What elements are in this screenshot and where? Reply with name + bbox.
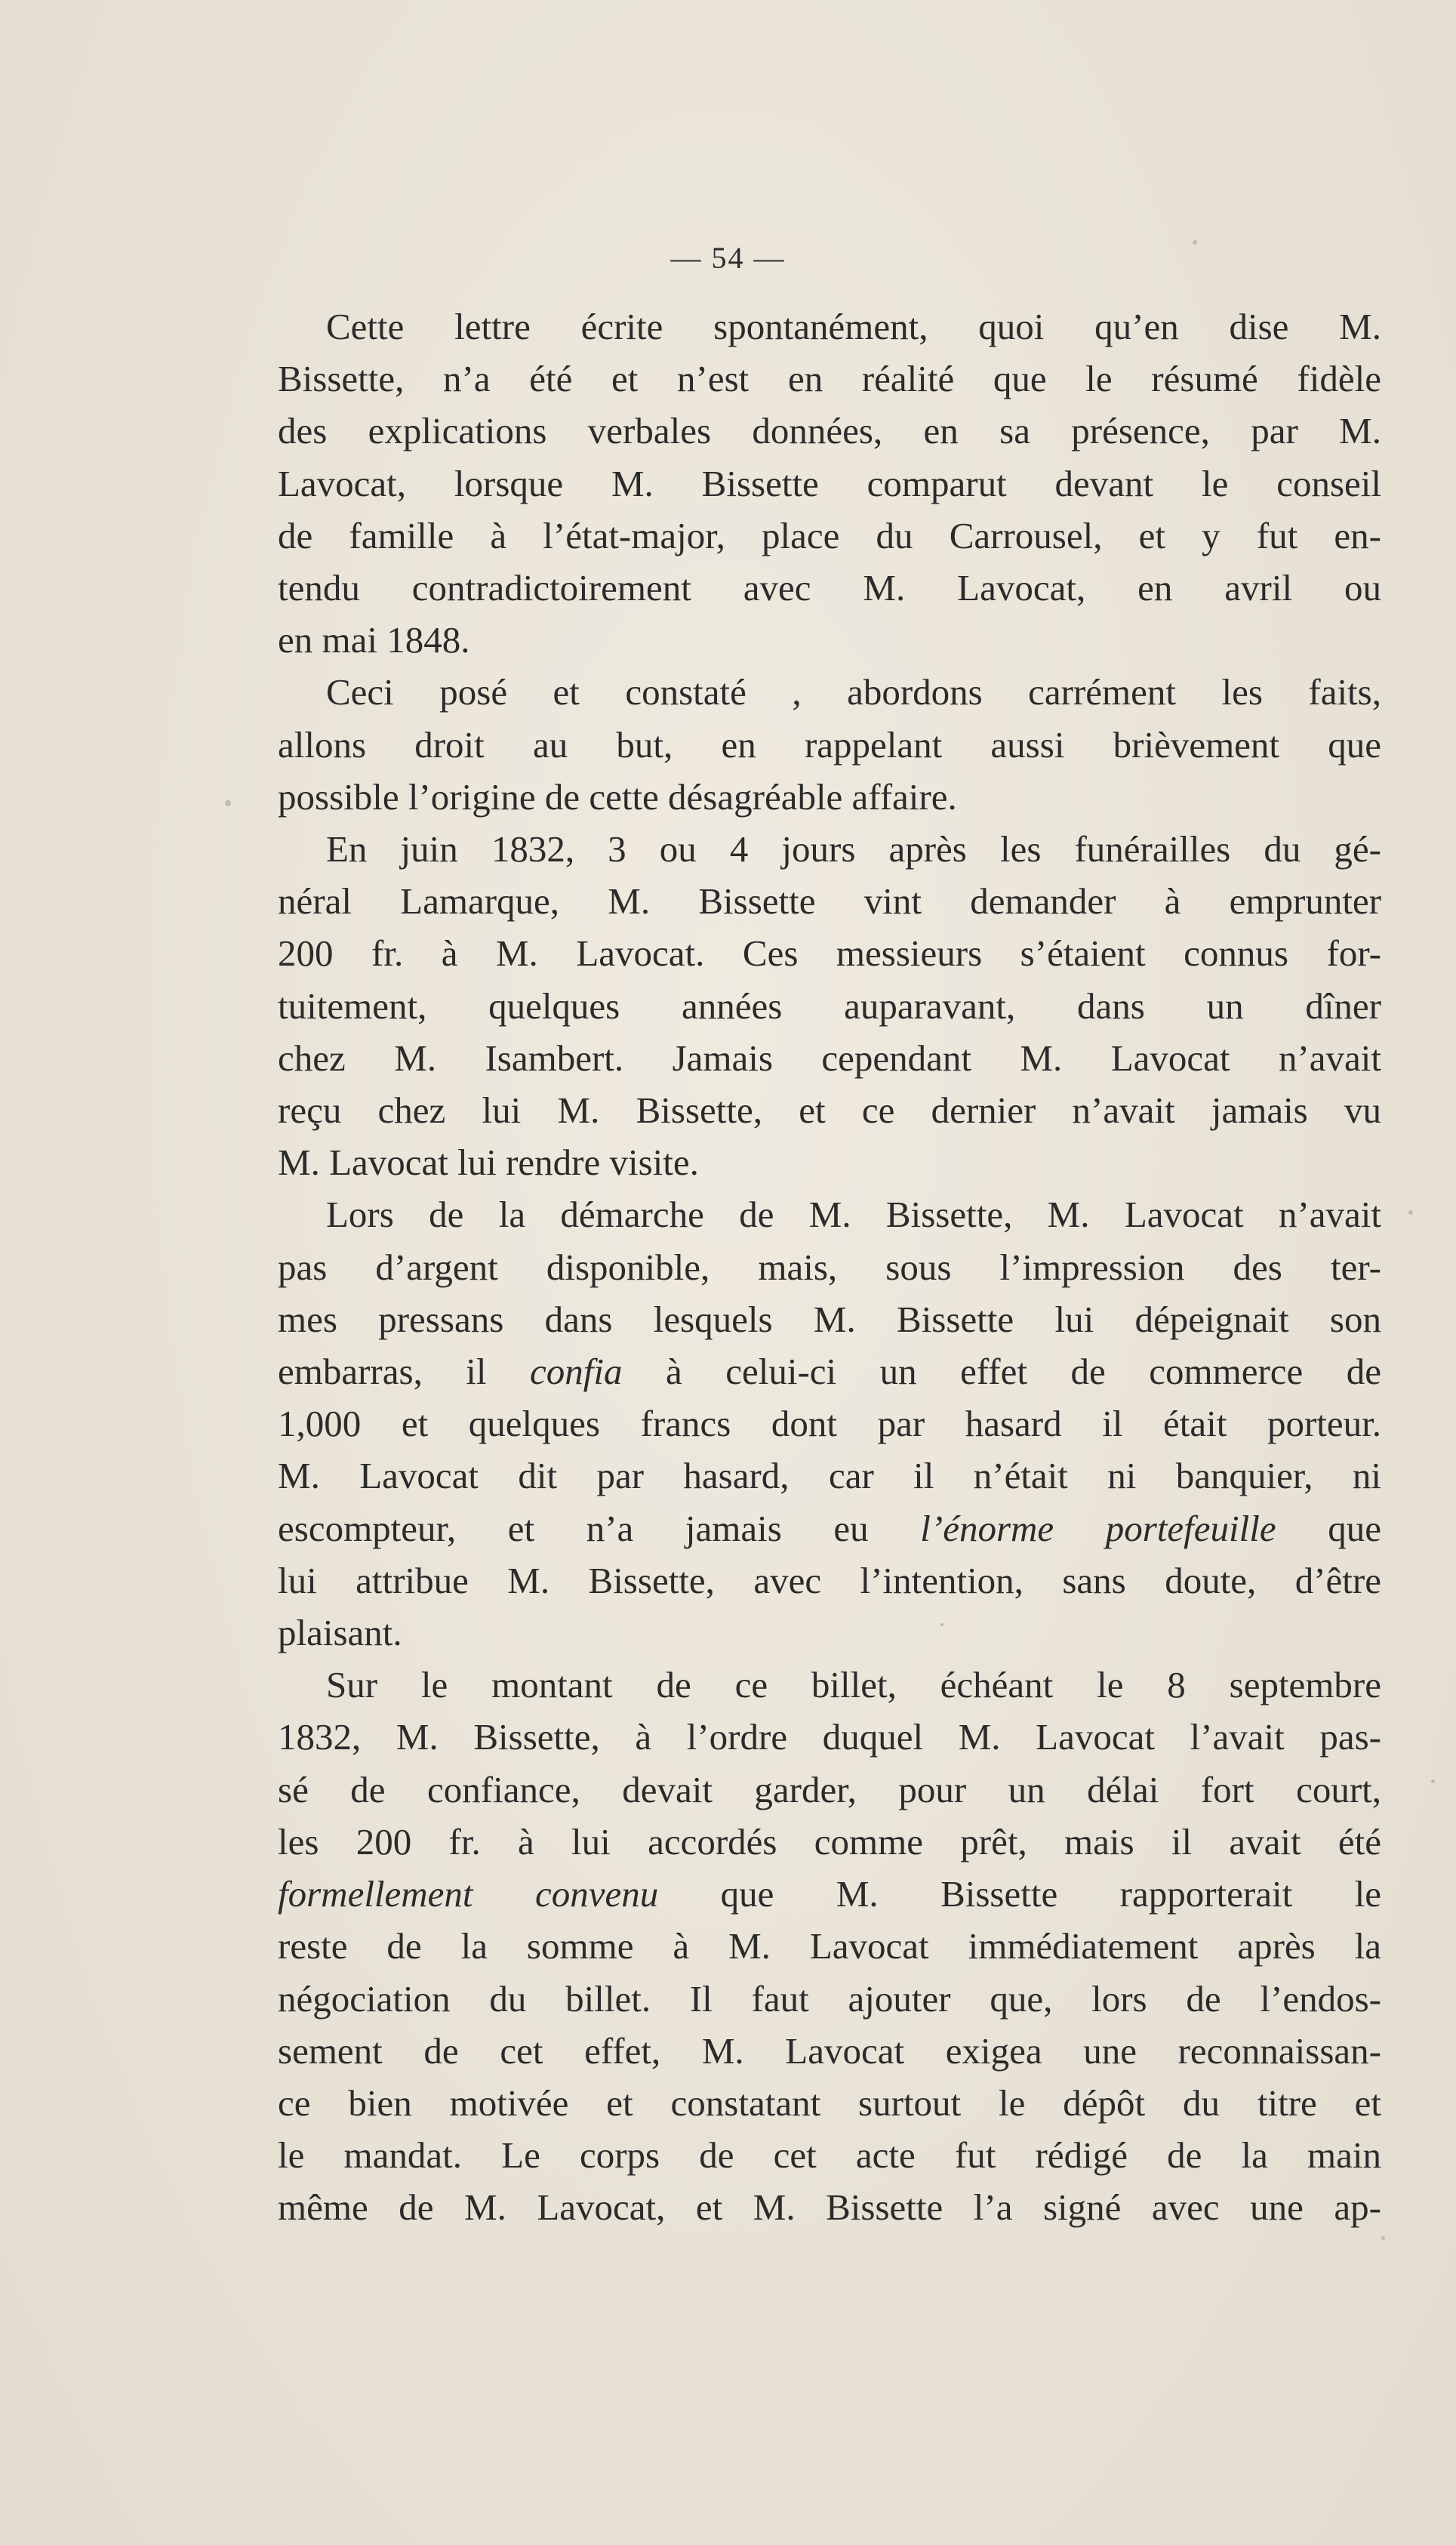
italic-phrase: confia	[530, 1351, 623, 1393]
text-line: allons droit au but, en rappelant aussi brièvement que	[278, 723, 1381, 766]
text-line: néral Lamarque, M. Bissette vint demander à emprunter	[278, 880, 1381, 923]
text-line: 200 fr. à M. Lavocat. Ces messieurs s’étaient connus for-	[278, 932, 1381, 975]
text-line: tuitement, quelques années auparavant, dans un dîner	[278, 984, 1381, 1027]
text-line: sement de cet effet, M. Lavocat exigea une reconnaissan-	[278, 2029, 1381, 2072]
text-line: M. Lavocat lui rendre visite.	[278, 1142, 699, 1184]
text-line: Cette lettre écrite spontanément, quoi qu’en dise M.	[326, 306, 1381, 347]
text-line: le mandat. Le corps de cet acte fut rédigé de la main	[278, 2134, 1381, 2177]
text-line: tendu contradictoirement avec M. Lavocat, en avril ou	[278, 567, 1381, 609]
text-line: embarras, il confia à celui-ci un effet de commerce de	[278, 1351, 1381, 1393]
text-line: lui attribue M. Bissette, avec l’intention, sans doute, d’être	[278, 1559, 1381, 1601]
text-line: M. Lavocat dit par hasard, car il n’était ni banquier, ni	[278, 1455, 1381, 1497]
paper-speck	[1381, 2236, 1385, 2240]
paper-speck	[940, 1623, 943, 1626]
text-line: reste de la somme à M. Lavocat immédiatement après la	[278, 1925, 1381, 1967]
text-line: 1832, M. Bissette, à l’ordre duquel M. Lavocat l’avait pas-	[278, 1716, 1381, 1758]
text-line: En juin 1832, 3 ou 4 jours après les funérailles du gé-	[326, 828, 1381, 870]
text-line: mes pressans dans lesquels M. Bissette lui dépeignait son	[278, 1298, 1381, 1340]
text-line: les 200 fr. à lui accordés comme prêt, mais il avait été	[278, 1820, 1381, 1863]
paper-speck	[1193, 240, 1197, 245]
italic-phrase: formellement convenu	[278, 1873, 659, 1915]
text-line: possible l’origine de cette désagréable affaire.	[278, 775, 957, 818]
text-line: des explications verbales données, en sa présence, par M.	[278, 410, 1381, 452]
text-line: Ceci posé et constaté , abordons carrément les faits,	[326, 671, 1381, 713]
italic-phrase: l’énorme portefeuille	[920, 1507, 1276, 1549]
paragraph-2	[278, 666, 1381, 823]
paragraph-3	[278, 823, 1381, 1188]
text-line: chez M. Isambert. Jamais cependant M. Lavocat n’avait	[278, 1037, 1381, 1079]
text-line: plaisant.	[278, 1612, 402, 1654]
paper-speck	[225, 800, 231, 806]
paragraph-5	[278, 1659, 1381, 2233]
text-line: même de M. Lavocat, et M. Bissette l’a signé avec une ap-	[278, 2186, 1381, 2229]
text-line: ce bien motivée et constatant surtout le dépôt du titre et	[278, 2081, 1381, 2124]
text-line: Sur le montant de ce billet, échéant le 8 septembre	[326, 1664, 1381, 1706]
text-line: négociation du billet. Il faut ajouter que, lors de l’endos-	[278, 1977, 1381, 2020]
text-line: de famille à l’état-major, place du Carrousel, et y fut en-	[278, 514, 1381, 556]
paragraph-4	[278, 1188, 1381, 1659]
page-number: — 54 —	[670, 241, 786, 275]
text-line: Lavocat, lorsque M. Bissette comparut devant le conseil	[278, 462, 1381, 504]
text-line: en mai 1848.	[278, 619, 470, 661]
text-line: Lors de la démarche de M. Bissette, M. Lavocat n’avait	[326, 1194, 1381, 1236]
paper-speck	[1408, 1210, 1413, 1215]
paper-speck	[1431, 1779, 1435, 1783]
text-line: reçu chez lui M. Bissette, et ce dernier n’avait jamais vu	[278, 1089, 1381, 1132]
text-line: Bissette, n’a été et n’est en réalité que le résumé fidèle	[278, 358, 1381, 400]
text-line: pas d’argent disponible, mais, sous l’impression des ter-	[278, 1246, 1381, 1288]
text-line: 1,000 et quelques francs dont par hasard il était porteur.	[278, 1403, 1381, 1445]
text-line: formellement convenu que M. Bissette rapporterait le	[278, 1873, 1381, 1915]
text-line: escompteur, et n’a jamais eu l’énorme portefeuille que	[278, 1507, 1381, 1549]
body-text	[278, 300, 1381, 2234]
text-line: sé de confiance, devait garder, pour un délai fort court,	[278, 1768, 1381, 1810]
paragraph-1	[278, 300, 1381, 666]
